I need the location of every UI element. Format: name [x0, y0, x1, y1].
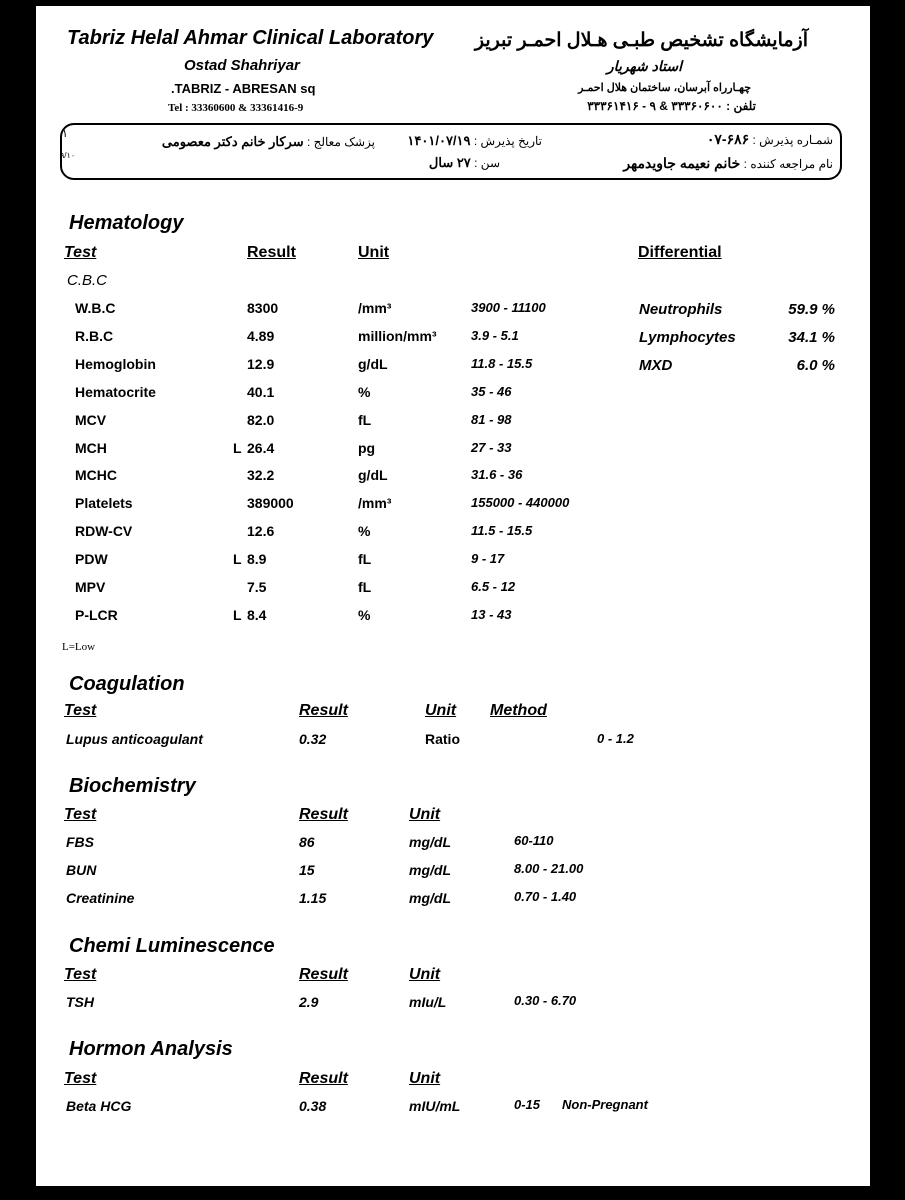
hematology-result: 8.9: [247, 551, 267, 568]
biochemistry-test: Creatinine: [66, 890, 135, 906]
report-page: [36, 6, 870, 1186]
chemi-col-result: Result: [299, 966, 348, 983]
hematology-test-name: MCH: [75, 439, 107, 456]
hematology-test-name: R.B.C: [75, 327, 114, 344]
hormon-result: 0.38: [299, 1098, 327, 1114]
coagulation-unit: Ratio: [425, 731, 460, 747]
differential-name: Lymphocytes: [639, 329, 736, 346]
hematology-test-name: Platelets: [75, 495, 133, 512]
referrer-name: خانم نعیمه جاویدمهر: [623, 155, 741, 171]
biochemistry-col-test: Test: [64, 806, 97, 823]
referrer-label: نام مراجعه کننده :: [743, 157, 833, 171]
hematology-col-differential: Differential: [638, 244, 722, 261]
biochemistry-unit: mg/dL: [409, 834, 451, 850]
hematology-unit: /mm³: [358, 495, 392, 512]
coagulation-title: Coagulation: [69, 673, 185, 695]
hematology-unit: %: [358, 523, 371, 540]
hematology-unit: %: [358, 383, 371, 400]
admission-number: ۶۸۶-۰۷: [706, 131, 750, 147]
differential-value: 6.0 %: [796, 357, 835, 374]
biochemistry-col-result: Result: [299, 806, 348, 823]
date-row: [407, 133, 542, 149]
chemi-unit: mIu/L: [409, 994, 447, 1010]
date-label: تاریخ پذیرش :: [473, 134, 542, 148]
differential-name: MXD: [639, 357, 673, 374]
differential-name: Neutrophils: [639, 301, 723, 318]
hormon-col-unit: Unit: [409, 1070, 441, 1087]
hematology-result: 8.4: [247, 606, 267, 623]
lab-name-fa: آزمایشگاه تشخیص طبـی هـلال احمـر تبریز: [474, 30, 808, 51]
hematology-ref-range: 81 - 98: [471, 411, 512, 427]
page-number: ۱: [62, 128, 68, 140]
chemi-col-unit: Unit: [409, 966, 441, 983]
coagulation-col-test: Test: [64, 702, 97, 719]
lab-tel-en: Tel : 33360600 & 33361416-9: [168, 102, 304, 114]
hematology-ref-range: 11.8 - 15.5: [471, 355, 533, 371]
patient-age: ۲۷ سال: [428, 155, 471, 170]
biochemistry-test: BUN: [66, 862, 97, 878]
hematology-unit: g/dL: [358, 355, 388, 372]
hematology-ref-range: 3900 - 11100: [471, 300, 546, 315]
biochemistry-result: 15: [299, 862, 315, 878]
biochemistry-unit: mg/dL: [409, 862, 451, 878]
hematology-col-result: Result: [247, 244, 296, 261]
hematology-ref-range: 9 - 17: [471, 551, 505, 567]
lab-tel-fa: تلفن : ۳۳۳۶۰۶۰۰ & ۹ - ۳۳۳۶۱۴۱۶: [587, 99, 756, 113]
chemi-ref: 0.30 - 6.70: [514, 993, 577, 1008]
hematology-unit: /mm³: [358, 300, 392, 316]
coagulation-col-unit: Unit: [425, 702, 457, 719]
hematology-ref-range: 27 - 33: [471, 439, 512, 455]
hematology-test-name: MCHC: [75, 467, 117, 484]
hematology-ref-range: 11.5 - 15.5: [471, 523, 533, 539]
hematology-ref-range: 35 - 46: [471, 383, 512, 399]
hematology-ref-range: 13 - 43: [471, 606, 512, 622]
hematology-unit: fL: [358, 579, 372, 595]
hematology-unit: fL: [358, 411, 372, 428]
chemi-col-test: Test: [64, 966, 97, 983]
biochemistry-ref: 8.00 - 21.00: [514, 861, 584, 876]
hematology-test-name: MPV: [75, 579, 106, 595]
hematology-col-unit: Unit: [358, 244, 390, 261]
hematology-result: 40.1: [247, 383, 275, 400]
hormon-test: Beta HCG: [66, 1098, 132, 1114]
hematology-result: 389000: [247, 495, 294, 512]
hematology-result: 4.89: [247, 327, 275, 344]
biochemistry-result: 1.15: [299, 890, 327, 906]
hematology-result: 82.0: [247, 411, 275, 428]
chemi-result: 2.9: [299, 994, 319, 1010]
biochemistry-result: 86: [299, 834, 315, 850]
lab-address-en: .TABRIZ - ABRESAN sq: [171, 81, 316, 96]
hematology-unit: %: [358, 606, 371, 623]
hematology-test-name: W.B.C: [75, 300, 116, 316]
admission-label: شمـاره پذیرش :: [752, 133, 833, 147]
low-flag: L: [233, 606, 242, 623]
chemi-test: TSH: [66, 994, 94, 1010]
hematology-result: 7.5: [247, 579, 267, 595]
hematology-unit: pg: [358, 439, 376, 456]
hematology-test-name: P-LCR: [75, 606, 118, 623]
cbc-group-label: C.B.C: [67, 272, 108, 289]
hematology-title: Hematology: [69, 212, 184, 234]
hormon-col-test: Test: [64, 1070, 97, 1087]
hematology-unit: g/dL: [358, 467, 388, 484]
hematology-result: 26.4: [247, 439, 275, 456]
hormon-col-result: Result: [299, 1070, 348, 1087]
biochemistry-title: Biochemistry: [69, 775, 196, 797]
hematology-test-name: MCV: [75, 411, 107, 428]
low-flag: L: [233, 439, 242, 456]
hematology-unit: fL: [358, 551, 372, 568]
hematology-test-name: Hematocrite: [75, 383, 156, 400]
hematology-ref-range: 3.9 - 5.1: [471, 327, 519, 343]
hormon-unit: mIU/mL: [409, 1098, 461, 1114]
page-sub: ۹/۱۰: [60, 151, 76, 160]
lab-person-fa: استاد شهریار: [606, 58, 682, 74]
hematology-result: 12.6: [247, 523, 275, 540]
hematology-col-test: Test: [64, 244, 97, 261]
hematology-ref-range: 155000 - 440000: [471, 495, 570, 511]
coagulation-test: Lupus anticoagulant: [66, 731, 203, 747]
hematology-result: 32.2: [247, 467, 275, 484]
low-flag: L: [233, 551, 242, 568]
biochemistry-col-unit: Unit: [409, 806, 441, 823]
hematology-result: 12.9: [247, 355, 275, 372]
coagulation-col-result: Result: [299, 702, 348, 719]
coagulation-ref: 0 - 1.2: [597, 731, 634, 746]
coagulation-col-method: Method: [490, 702, 547, 719]
hematology-ref-range: 6.5 - 12: [471, 579, 516, 594]
hematology-ref-range: 31.6 - 36: [471, 467, 523, 483]
hematology-unit: million/mm³: [358, 327, 437, 344]
lab-address-fa: چهـارراه آبرسان، ساختمان هلال احمـر: [578, 82, 751, 94]
doctor-row: [162, 134, 375, 150]
hematology-test-name: RDW-CV: [75, 523, 133, 540]
hematology-test-name: Hemoglobin: [75, 355, 156, 372]
hormon-ref: 0-15: [514, 1097, 541, 1112]
doctor-label: پزشک معالج :: [306, 135, 375, 149]
doctor-name: سرکار خانم دکتر معصومی: [161, 134, 304, 149]
admission-date: ۱۴۰۱/۰۷/۱۹: [407, 133, 471, 148]
legend-low: L=Low: [62, 641, 96, 653]
admission-row: [707, 131, 833, 148]
hematology-result: 8300: [247, 300, 279, 316]
hematology-test-name: PDW: [75, 551, 108, 568]
hormon-title: Hormon Analysis: [69, 1038, 233, 1060]
hormon-note: Non-Pregnant: [562, 1097, 648, 1112]
referrer-row: [623, 155, 833, 172]
lab-name-en: Tabriz Helal Ahmar Clinical Laboratory: [67, 27, 434, 49]
biochemistry-test: FBS: [66, 834, 94, 850]
biochemistry-ref: 0.70 - 1.40: [514, 889, 577, 904]
differential-value: 34.1 %: [788, 329, 835, 346]
differential-value: 59.9 %: [788, 301, 835, 318]
lab-person-en: Ostad Shahriyar: [184, 57, 300, 74]
biochemistry-unit: mg/dL: [409, 890, 451, 906]
chemi-title: Chemi Luminescence: [69, 935, 275, 957]
biochemistry-ref: 60-110: [514, 833, 554, 848]
age-row: [429, 155, 500, 171]
age-label: سن :: [474, 156, 500, 170]
coagulation-result: 0.32: [299, 731, 327, 747]
